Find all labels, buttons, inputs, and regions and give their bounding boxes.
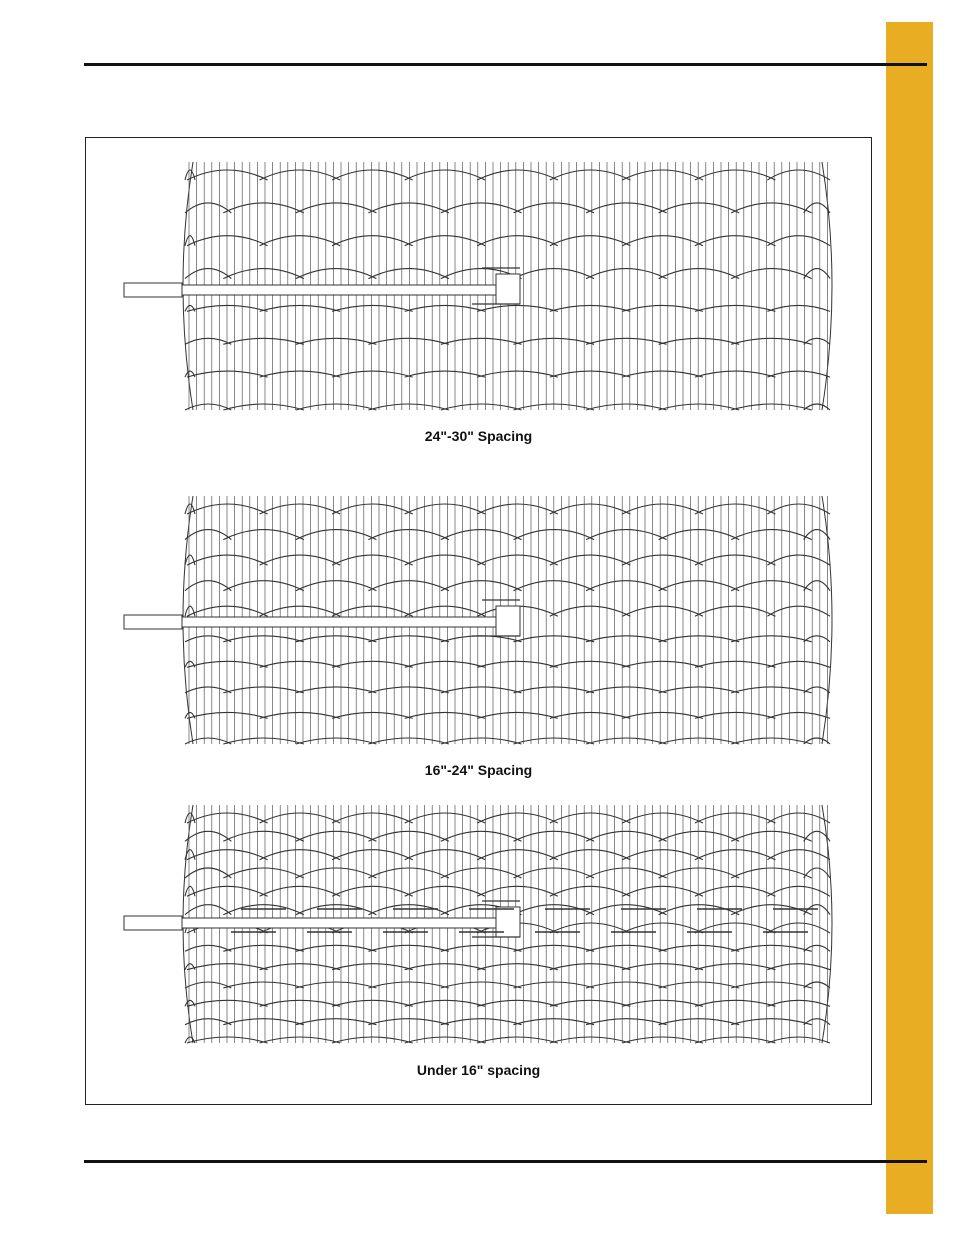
aeration-arc xyxy=(332,555,413,565)
aeration-arc xyxy=(260,712,341,718)
aeration-arc xyxy=(477,170,558,180)
aeration-arc xyxy=(296,203,377,213)
aeration-arc xyxy=(659,269,740,279)
aeration-arc xyxy=(223,1019,303,1025)
section-side-tab xyxy=(886,22,933,1214)
aeration-arc xyxy=(332,661,413,667)
aeration-arc xyxy=(659,1019,740,1025)
aeration-arc xyxy=(368,581,449,591)
aeration-arc xyxy=(185,338,231,344)
aeration-arc xyxy=(731,831,812,841)
aeration-arc xyxy=(695,1037,776,1043)
aeration-arc xyxy=(586,687,667,693)
aeration-arc xyxy=(550,236,631,246)
aeration-arc xyxy=(550,886,631,896)
aeration-arc xyxy=(731,687,812,693)
aeration-arc xyxy=(223,404,303,410)
floor-diagram-2 xyxy=(86,494,871,749)
aeration-arc xyxy=(659,868,740,878)
aeration-arc xyxy=(368,738,449,744)
aeration-arc xyxy=(185,868,231,878)
aeration-arc xyxy=(586,738,667,744)
floor-diagram-3 xyxy=(86,803,871,1048)
aeration-arc xyxy=(368,1019,449,1025)
aeration-arc xyxy=(185,945,231,951)
aeration-arc xyxy=(441,203,522,213)
aeration-arc xyxy=(441,530,522,540)
aeration-arc xyxy=(260,170,341,180)
aeration-arc xyxy=(767,964,830,970)
aeration-arc xyxy=(477,1000,558,1006)
aeration-arc xyxy=(659,404,740,410)
aeration-arc xyxy=(477,1037,558,1043)
aeration-arc xyxy=(586,338,667,344)
aeration-arc xyxy=(185,982,231,988)
aeration-arc xyxy=(586,203,667,213)
aeration-arc xyxy=(550,964,631,970)
aeration-arc xyxy=(332,371,413,377)
aeration-arc xyxy=(767,555,830,565)
aeration-arc xyxy=(260,1000,341,1006)
floor-diagram-1-svg xyxy=(86,160,871,415)
aeration-arc xyxy=(441,945,522,951)
aeration-arc xyxy=(332,712,413,718)
aeration-arc xyxy=(659,687,740,693)
aeration-arc xyxy=(659,636,740,642)
aeration-arc xyxy=(731,203,812,213)
aeration-arc xyxy=(586,945,667,951)
aeration-arc xyxy=(332,1037,413,1043)
aeration-arc xyxy=(659,530,740,540)
aeration-arc xyxy=(296,338,377,344)
aeration-arc xyxy=(223,338,303,344)
aeration-arc xyxy=(695,712,776,718)
header-rule xyxy=(84,63,927,66)
aeration-arc xyxy=(767,371,830,377)
aeration-arc xyxy=(767,813,830,823)
aeration-arc xyxy=(260,305,341,311)
aeration-arc xyxy=(550,813,631,823)
aeration-arc xyxy=(550,606,631,616)
aeration-arc xyxy=(368,982,449,988)
floor-diagram-2-svg xyxy=(86,494,871,749)
aeration-arc xyxy=(550,504,631,514)
aeration-arc xyxy=(223,687,303,693)
aeration-arc xyxy=(731,581,812,591)
aeration-arc xyxy=(368,636,449,642)
aeration-arc xyxy=(332,850,413,860)
aeration-arc xyxy=(185,530,231,540)
bin-wall-right xyxy=(822,805,832,1043)
aeration-arc xyxy=(477,886,558,896)
aeration-arc xyxy=(550,1037,631,1043)
aeration-arc xyxy=(731,868,812,878)
aeration-arc xyxy=(695,964,776,970)
duct-channel xyxy=(182,285,517,295)
aeration-arc xyxy=(332,1000,413,1006)
aeration-arc xyxy=(767,1037,830,1043)
aeration-arc xyxy=(659,982,740,988)
aeration-arc xyxy=(441,831,522,841)
aeration-arc xyxy=(731,945,812,951)
aeration-arc xyxy=(695,661,776,667)
aeration-arc xyxy=(296,404,377,410)
aeration-arc xyxy=(767,1000,830,1006)
aeration-arc xyxy=(260,504,341,514)
aeration-arc xyxy=(441,404,522,410)
aeration-arc xyxy=(477,850,558,860)
aeration-arc xyxy=(260,555,341,565)
aeration-arc xyxy=(185,636,231,642)
aeration-arc xyxy=(695,236,776,246)
aeration-arc xyxy=(296,982,377,988)
aeration-arc xyxy=(659,831,740,841)
aeration-arc xyxy=(586,530,667,540)
fan-transition xyxy=(124,916,182,930)
aeration-arc xyxy=(477,371,558,377)
aeration-arc xyxy=(185,831,231,841)
aeration-arc xyxy=(586,982,667,988)
aeration-arc xyxy=(767,850,830,860)
aeration-arc xyxy=(586,1019,667,1025)
aeration-arc xyxy=(260,236,341,246)
aeration-arc xyxy=(332,236,413,246)
aeration-arc xyxy=(368,338,449,344)
aeration-arc xyxy=(477,236,558,246)
aeration-arc xyxy=(767,661,830,667)
aeration-arc xyxy=(296,868,377,878)
aeration-arc xyxy=(767,886,830,896)
aeration-arc xyxy=(260,964,341,970)
aeration-arc xyxy=(695,371,776,377)
aeration-arc xyxy=(767,712,830,718)
aeration-arc xyxy=(441,687,522,693)
aeration-arc xyxy=(477,555,558,565)
figure-frame xyxy=(85,137,872,1105)
aeration-arc xyxy=(477,712,558,718)
aeration-arc xyxy=(368,404,449,410)
footer-rule xyxy=(84,1160,927,1163)
aeration-arc xyxy=(296,1019,377,1025)
aeration-arc xyxy=(332,813,413,823)
aeration-arc xyxy=(550,555,631,565)
aeration-arc xyxy=(368,530,449,540)
aeration-arc xyxy=(441,982,522,988)
aeration-arc xyxy=(731,338,812,344)
aeration-arc xyxy=(441,1019,522,1025)
aeration-arc xyxy=(477,964,558,970)
aeration-arc xyxy=(296,636,377,642)
aeration-arc xyxy=(260,886,341,896)
aeration-arc xyxy=(260,606,341,616)
aeration-arc xyxy=(332,504,413,514)
aeration-arc xyxy=(368,945,449,951)
aeration-arc xyxy=(260,661,341,667)
aeration-arc xyxy=(441,581,522,591)
aeration-arc xyxy=(695,170,776,180)
aeration-arc xyxy=(731,1019,812,1025)
aeration-arc xyxy=(223,868,303,878)
aeration-arc xyxy=(441,868,522,878)
aeration-arc xyxy=(223,738,303,744)
aeration-arc xyxy=(223,982,303,988)
caption-under-16-spacing: Under 16" spacing xyxy=(416,1062,541,1078)
aeration-arc xyxy=(477,661,558,667)
aeration-arc xyxy=(695,305,776,311)
aeration-arc xyxy=(223,203,303,213)
aeration-arc xyxy=(586,404,667,410)
aeration-arc xyxy=(332,170,413,180)
aeration-arc xyxy=(550,661,631,667)
aeration-arc xyxy=(185,687,231,693)
aeration-arc xyxy=(332,305,413,311)
bin-wall-right xyxy=(822,496,832,744)
aeration-arc xyxy=(695,504,776,514)
duct-end-box xyxy=(496,606,520,636)
aeration-arc xyxy=(695,813,776,823)
aeration-arc xyxy=(586,868,667,878)
aeration-arc xyxy=(368,269,449,279)
aeration-arc xyxy=(731,404,812,410)
aeration-arc xyxy=(659,581,740,591)
aeration-arc xyxy=(550,850,631,860)
aeration-arc xyxy=(695,555,776,565)
aeration-arc xyxy=(695,886,776,896)
aeration-arc xyxy=(296,687,377,693)
aeration-arc xyxy=(296,269,377,279)
aeration-arc xyxy=(441,338,522,344)
aeration-arc xyxy=(223,581,303,591)
aeration-arc xyxy=(767,606,830,616)
aeration-arc xyxy=(260,1037,341,1043)
aeration-arc xyxy=(731,530,812,540)
aeration-arc xyxy=(550,170,631,180)
aeration-arc xyxy=(477,305,558,311)
aeration-arc xyxy=(659,945,740,951)
aeration-arc xyxy=(185,1019,231,1025)
aeration-arc xyxy=(477,504,558,514)
caption-24-30-spacing: 24"-30" Spacing xyxy=(424,428,533,444)
aeration-arc xyxy=(296,945,377,951)
aeration-arc xyxy=(185,203,231,213)
aeration-arc xyxy=(659,738,740,744)
fan-transition xyxy=(124,615,182,629)
aeration-arc xyxy=(586,636,667,642)
aeration-arc xyxy=(260,371,341,377)
aeration-arc xyxy=(550,371,631,377)
aeration-arc xyxy=(659,338,740,344)
aeration-arc xyxy=(767,170,830,180)
aeration-arc xyxy=(550,712,631,718)
aeration-arc xyxy=(695,850,776,860)
aeration-arc xyxy=(296,530,377,540)
aeration-arc xyxy=(659,203,740,213)
aeration-arc xyxy=(368,831,449,841)
floor-diagram-1 xyxy=(86,160,871,415)
aeration-arc xyxy=(260,813,341,823)
aeration-arc xyxy=(767,305,830,311)
aeration-arc xyxy=(550,1000,631,1006)
aeration-arc xyxy=(223,269,303,279)
aeration-arc xyxy=(550,305,631,311)
aeration-arc xyxy=(695,1000,776,1006)
fan-transition xyxy=(124,283,182,297)
aeration-arc xyxy=(441,738,522,744)
aeration-arc xyxy=(332,606,413,616)
aeration-arc xyxy=(223,831,303,841)
duct-channel xyxy=(182,918,517,928)
aeration-arc xyxy=(477,813,558,823)
aeration-arc xyxy=(296,581,377,591)
aeration-arc xyxy=(767,504,830,514)
aeration-arc xyxy=(586,269,667,279)
aeration-arc xyxy=(185,581,231,591)
aeration-arc xyxy=(441,636,522,642)
aeration-arc xyxy=(731,269,812,279)
bin-wall-right xyxy=(822,162,832,410)
aeration-arc xyxy=(731,636,812,642)
aeration-arc xyxy=(586,581,667,591)
aeration-arc xyxy=(296,831,377,841)
aeration-arc xyxy=(332,964,413,970)
aeration-arc xyxy=(731,738,812,744)
caption-16-24-spacing: 16"-24" Spacing xyxy=(424,762,533,778)
duct-channel xyxy=(182,617,517,627)
aeration-arc xyxy=(185,905,231,915)
aeration-arc xyxy=(368,687,449,693)
aeration-arc xyxy=(332,886,413,896)
aeration-arc xyxy=(223,530,303,540)
aeration-arc xyxy=(296,738,377,744)
aeration-arc xyxy=(185,269,231,279)
floor-diagram-3-svg xyxy=(86,803,871,1048)
aeration-arc xyxy=(368,868,449,878)
aeration-arc xyxy=(695,606,776,616)
aeration-arc xyxy=(368,203,449,213)
duct-end-box xyxy=(496,274,520,304)
aeration-arc xyxy=(223,636,303,642)
aeration-arc xyxy=(260,850,341,860)
aeration-arc xyxy=(586,831,667,841)
aeration-arc xyxy=(731,982,812,988)
aeration-arc xyxy=(767,236,830,246)
aeration-arc xyxy=(223,945,303,951)
